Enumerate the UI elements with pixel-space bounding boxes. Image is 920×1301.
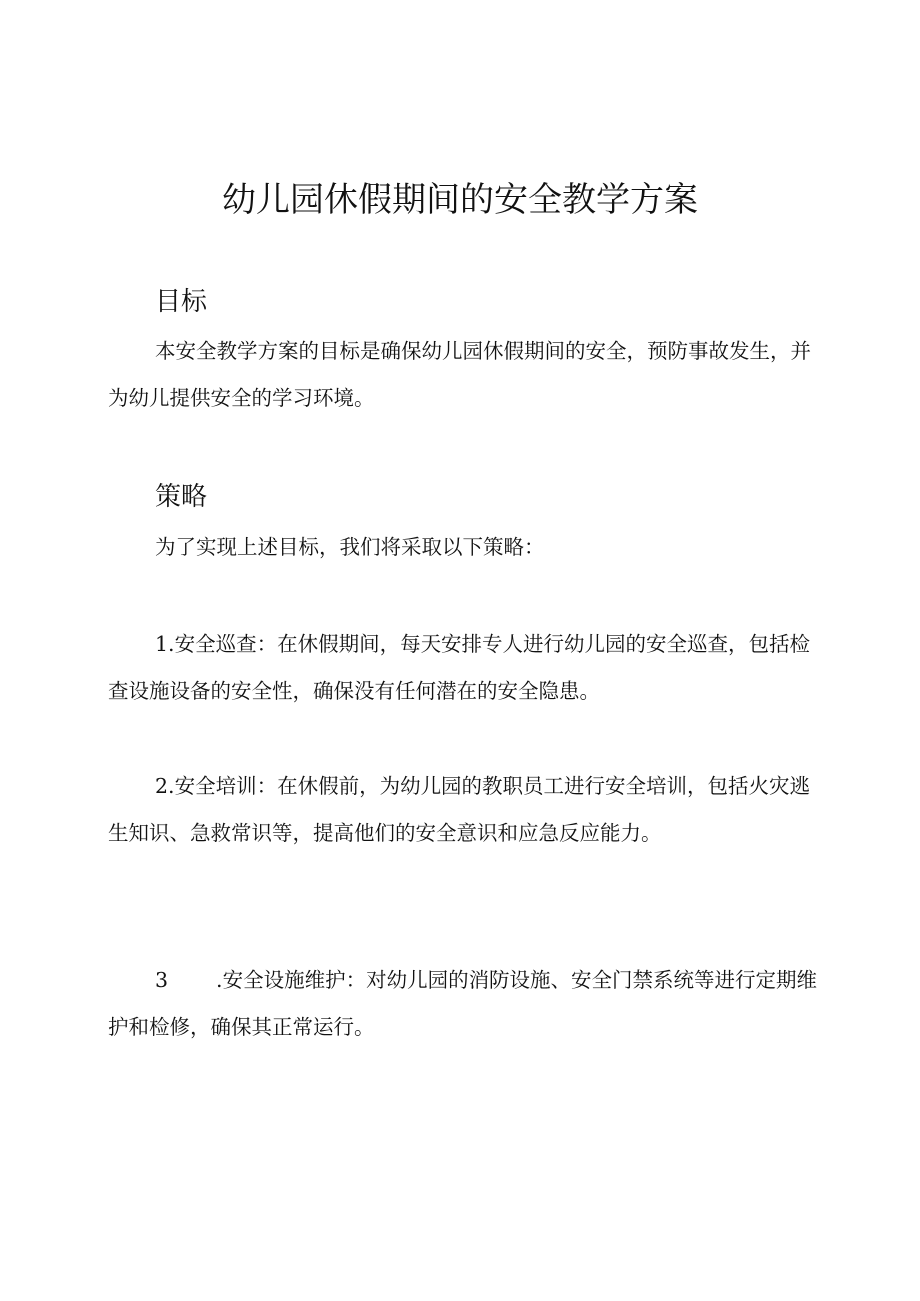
section-heading-strategy: 策略: [155, 482, 208, 512]
list-item-number: 2: [155, 774, 169, 798]
list-item-text: .安全巡查：在休假期间，每天安排专人进行幼儿园的安全巡查，包括检查设施设备的安全性，确保没有任何潜在的安全隐患。: [108, 632, 811, 703]
section-heading-goal: 目标: [155, 287, 208, 317]
list-item-number: 3: [155, 968, 169, 992]
list-item: [108, 763, 820, 857]
list-item: [108, 957, 820, 1051]
list-item-text: .安全培训：在休假前，为幼儿园的教职员工进行安全培训，包括火灾逃生知识、急救常识等，提高他们的安全意识和应急反应能力。: [108, 774, 811, 845]
list-item-number: 1: [155, 632, 169, 656]
document-title: 幼儿园休假期间的安全教学方案: [222, 180, 698, 220]
list-item: [108, 621, 820, 715]
list-item-text: .安全设施维护：对幼儿园的消防设施、安全门禁系统等进行定期维护和检修，确保其正常运行。: [108, 968, 818, 1039]
section-paragraph-goal: 本安全教学方案的目标是确保幼儿园休假期间的安全，预防事故发生，并为幼儿提供安全的学习环境。: [108, 339, 811, 410]
section-paragraph-strategy: 为了实现上述目标，我们将采取以下策略：: [155, 535, 545, 559]
